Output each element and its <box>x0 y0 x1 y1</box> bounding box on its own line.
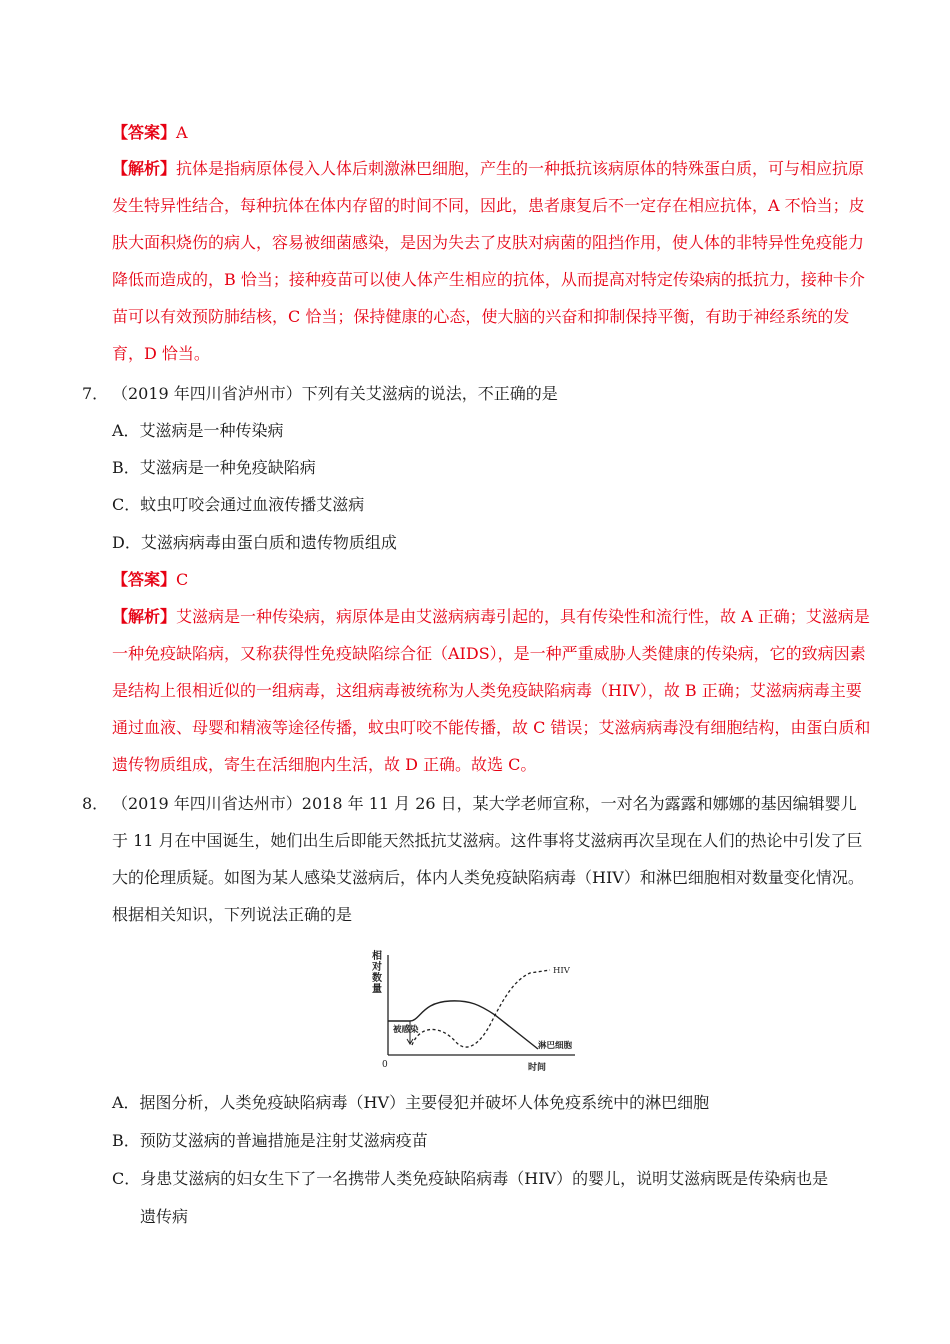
q8-option-b: B．预防艾滋病的普遍措施是注射艾滋病疫苗 <box>112 1131 428 1150</box>
hiv-lymphocyte-figure <box>360 945 590 1075</box>
analysis-text: 艾滋病是一种传染病，病原体是由艾滋病病毒引起的，具有传染性和流行性，故 A 正确；艾滋病是一种免疫缺陷病，又称获得性免疫缺陷综合征（AIDS），是一种严重威胁人类健康的传染病，它的致病因素是结构上很相近似的一组病毒，这组病毒被统称为人类免疫缺陷病毒（HIV），故 B 正确；艾滋病病毒主要通过血液、母婴和精液等途径传播，蚊虫叮咬不能传播，故 C 错误；艾滋病病毒没有细胞结构，由蛋白质和遗传物质组成，寄生在活细胞内生活，故 D 正确。故选 C。 <box>112 607 871 774</box>
y-axis-label-char: 对 <box>372 962 382 973</box>
infected-label: 被感染 <box>393 1025 419 1035</box>
y-axis-label-char: 相 <box>372 951 382 962</box>
q6-analysis <box>112 150 872 372</box>
q8-option-c: C．身患艾滋病的妇女生下了一名携带人类免疫缺陷病毒（HIV）的婴儿，说明艾滋病既是传染病也是 <box>112 1169 829 1188</box>
q7-option-a: A．艾滋病是一种传染病 <box>112 421 284 440</box>
analysis-tag: 【解析】 <box>112 607 177 626</box>
answer-tag: 【答案】 <box>112 570 177 589</box>
lymphocyte-label: 淋巴细胞 <box>538 1041 573 1051</box>
q8-number: 8． <box>82 794 109 813</box>
q6-answer <box>112 123 188 143</box>
y-axis-label <box>371 949 382 995</box>
y-axis-label-char: 量 <box>372 984 382 995</box>
hiv-label: HIV <box>553 966 570 976</box>
q7-option-d: D．艾滋病病毒由蛋白质和遗传物质组成 <box>112 533 397 552</box>
y-axis-label-char: 数 <box>372 973 382 984</box>
q7-analysis <box>112 598 872 783</box>
q7-option-b: B．艾滋病是一种免疫缺陷病 <box>112 458 316 477</box>
q7-option-c: C．蚊虫叮咬会通过血液传播艾滋病 <box>112 495 365 514</box>
answer-value: C <box>176 570 189 589</box>
answer-value: A <box>176 123 188 142</box>
q8-stem: （2019 年四川省达州市）2018 年 11 月 26 日，某大学老师宣称，一对名为露露和娜娜的基因编辑婴儿于 11 月在中国诞生，她们出生后即能天然抵抗艾滋病。这件事将艾滋病再次呈现在人们的热论中引发了巨大的伦理质疑。如图为某人感染艾滋病后，体内人类免疫缺陷病毒（HIV）和淋巴细胞相对数量变化情况。根据相关知识，下列说法正确的是 <box>112 794 864 924</box>
x-axis-label: 时间 <box>528 1063 547 1073</box>
answer-tag: 【答案】 <box>112 123 177 142</box>
q7-stem: （2019 年四川省泸州市）下列有关艾滋病的说法，不正确的是 <box>112 384 558 403</box>
analysis-tag: 【解析】 <box>112 159 177 178</box>
q8-option-c-continued: 遗传病 <box>140 1207 189 1226</box>
hiv-curve <box>412 970 550 1047</box>
q7-number: 7． <box>82 384 109 403</box>
origin-label: 0 <box>382 1060 388 1070</box>
q8-option-a: A．据图分析，人类免疫缺陷病毒（HV）主要侵犯并破坏人体免疫系统中的淋巴细胞 <box>112 1093 710 1112</box>
analysis-text: 抗体是指病原体侵入人体后刺激淋巴细胞，产生的一种抵抗该病原体的特殊蛋白质，可与相应抗原发生特异性结合，每种抗体在体内存留的时间不同，因此，患者康复后不一定存在相应抗体，A 不恰当；皮肤大面积烧伤的病人，容易被细菌感染，是因为失去了皮肤对病菌的阻挡作用，使人体的非特异性免疫能力降低而造成的，B 恰当；接种疫苗可以使人体产生相应的抗体，从而提高对特定传染病的抵抗力，接种卡介苗可以有效预防肺结核，C 恰当；保持健康的心态，使大脑的兴奋和抑制保持平衡，有助于神经系统的发育，D 恰当。 <box>112 159 865 363</box>
q7-answer <box>112 570 188 590</box>
